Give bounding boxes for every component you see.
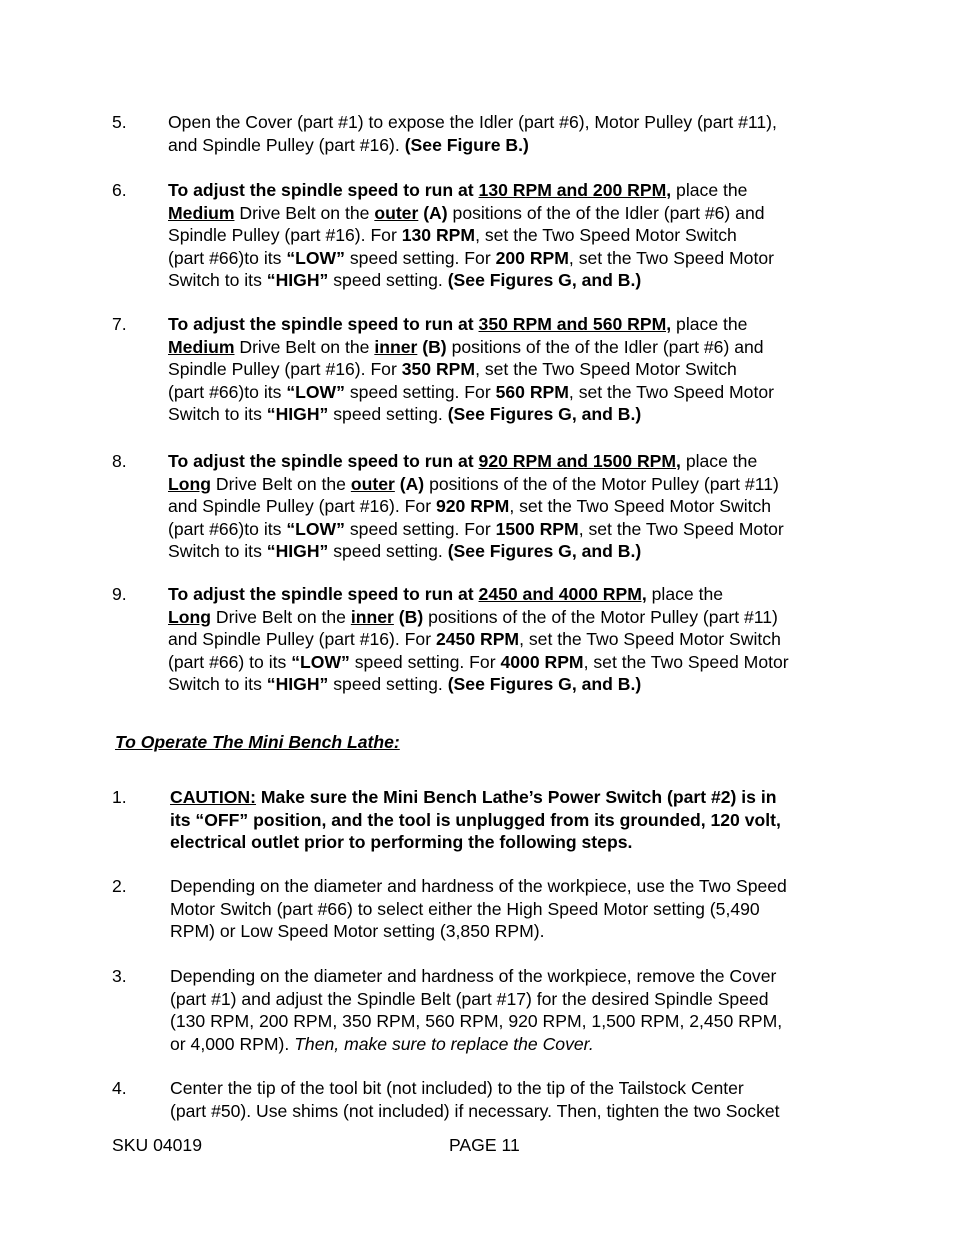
step-text <box>170 875 850 943</box>
step-number: 4. <box>112 1078 127 1098</box>
caution-text: electrical outlet prior to performing the following steps. <box>170 832 633 852</box>
step-intro: To adjust the spindle speed to run at <box>168 451 474 471</box>
text: and Spindle Pulley (part #16). For <box>168 629 432 649</box>
text: , set the Two Speed Motor <box>568 247 774 268</box>
text: speed setting. For <box>349 381 491 402</box>
text: , set the Two Speed Motor <box>578 518 784 539</box>
text: , set the Two Speed Motor Switch <box>519 629 781 649</box>
caution-text: its “OFF” position, and the tool is unplugged from its grounded, 120 volt, <box>170 809 781 830</box>
high-speed: 200 RPM <box>495 247 569 268</box>
step-text <box>170 1077 850 1122</box>
low-label: “LOW” <box>286 518 345 539</box>
pulley-position: outer <box>374 202 419 223</box>
footer-sku: SKU 04019 <box>112 1135 202 1155</box>
step-line: Center the tip of the tool bit (not included) to the tip of the Tailstock Center <box>170 1078 744 1098</box>
text: Drive Belt on the <box>215 606 346 627</box>
step-line: Open the Cover (part #1) to expose the Idler (part #6), Motor Pulley (part #11), <box>168 112 777 132</box>
low-speed: 2450 RPM <box>435 629 520 649</box>
figure-reference: (See Figure B.) <box>404 134 529 155</box>
text: (part #66)to its <box>168 381 282 402</box>
text: place the <box>676 314 748 334</box>
step-number: 2. <box>112 876 127 896</box>
section-heading: To Operate The Mini Bench Lathe: <box>115 732 400 752</box>
low-label: “LOW” <box>291 651 350 672</box>
low-label: “LOW” <box>286 247 345 268</box>
text: speed setting. For <box>349 247 491 268</box>
footer-page-number: PAGE 11 <box>449 1135 520 1155</box>
text: Spindle Pulley (part #16). For <box>168 359 397 379</box>
position-letter: (B) <box>422 336 447 357</box>
text: positions of the of the Idler (part #6) and <box>452 202 765 223</box>
pulley-position: outer <box>350 473 395 494</box>
step-text <box>170 965 850 1055</box>
step-line: Depending on the diameter and hardness of the workpiece, use the Two Speed <box>170 876 787 896</box>
text: positions of the of the Idler (part #6) and <box>451 336 764 357</box>
high-speed: 1500 RPM <box>495 518 579 539</box>
speed-range: 350 RPM and 560 RPM, <box>478 314 672 334</box>
step-number: 1. <box>112 787 127 807</box>
text: Drive Belt on the <box>239 336 370 357</box>
text: Switch to its <box>168 674 262 694</box>
step-text <box>168 179 848 292</box>
text: speed setting. <box>333 270 443 290</box>
text: , set the Two Speed Motor Switch <box>509 496 772 516</box>
text: Switch to its <box>168 541 262 561</box>
text: and Spindle Pulley (part #16). For <box>168 496 432 516</box>
high-label: “HIGH” <box>266 404 329 424</box>
step-text <box>168 450 848 563</box>
belt-type: Medium <box>168 202 235 223</box>
step-line: Depending on the diameter and hardness of the workpiece, remove the Cover <box>170 966 777 986</box>
text: Drive Belt on the <box>239 202 370 223</box>
belt-type: Medium <box>168 336 235 357</box>
pulley-position: inner <box>374 336 418 357</box>
high-label: “HIGH” <box>266 270 329 290</box>
high-label: “HIGH” <box>266 541 329 561</box>
position-letter: (A) <box>423 202 448 223</box>
step-number: 7. <box>112 314 127 334</box>
position-letter: (B) <box>398 606 424 627</box>
step-line: RPM) or Low Speed Motor setting (3,850 RPM). <box>170 921 545 941</box>
low-speed: 350 RPM <box>401 359 476 379</box>
position-letter: (A) <box>399 473 425 494</box>
text: , set the Two Speed Motor Switch <box>475 225 737 245</box>
step-text <box>170 786 850 854</box>
caution-label: CAUTION: <box>170 787 257 807</box>
text: Switch to its <box>168 404 262 424</box>
text: place the <box>676 180 748 200</box>
text: speed setting. For <box>349 518 491 539</box>
speed-range: 920 RPM and 1500 RPM, <box>478 451 681 471</box>
step-text <box>168 313 848 426</box>
low-label: “LOW” <box>286 381 345 402</box>
high-label: “HIGH” <box>266 674 329 694</box>
low-speed: 920 RPM <box>435 496 510 516</box>
step-number: 3. <box>112 966 127 986</box>
high-speed: 4000 RPM <box>500 651 584 672</box>
text: (part #66)to its <box>168 247 282 268</box>
text: , set the Two Speed Motor Switch <box>475 359 737 379</box>
text: (part #66)to its <box>168 518 282 539</box>
step-number: 6. <box>112 180 127 200</box>
step-line: Motor Switch (part #66) to select either the High Speed Motor setting (5,490 <box>170 898 760 919</box>
text: Spindle Pulley (part #16). For <box>168 225 397 245</box>
step-line: (part #1) and adjust the Spindle Belt (part #17) for the desired Spindle Speed <box>170 988 769 1009</box>
text: speed setting. <box>333 541 443 561</box>
text: Switch to its <box>168 270 262 290</box>
step-intro: To adjust the spindle speed to run at <box>168 180 474 200</box>
text: place the <box>651 584 724 604</box>
step-number: 5. <box>112 112 127 132</box>
step-intro: To adjust the spindle speed to run at <box>168 314 474 334</box>
figure-reference: (See Figures G, and B.) <box>447 541 642 561</box>
step-line: or 4,000 RPM). <box>170 1033 290 1054</box>
caution-text: Make sure the Mini Bench Lathe’s Power Switch (part #2) is in <box>260 787 777 807</box>
text: , set the Two Speed Motor <box>568 381 774 402</box>
text: , set the Two Speed Motor <box>583 651 789 672</box>
text: speed setting. <box>333 674 443 694</box>
belt-type: Long <box>168 606 211 627</box>
step-line: and Spindle Pulley (part #16). (See Figure B.) <box>168 134 529 155</box>
speed-range: 2450 and 4000 RPM, <box>478 584 647 604</box>
text: place the <box>685 451 758 471</box>
step-number: 8. <box>112 451 127 471</box>
low-speed: 130 RPM <box>401 225 476 245</box>
pulley-position: inner <box>350 606 394 627</box>
step-line: (130 RPM, 200 RPM, 350 RPM, 560 RPM, 920 RPM, 1,500 RPM, 2,450 RPM, <box>170 1011 783 1031</box>
step-intro: To adjust the spindle speed to run at <box>168 584 474 604</box>
figure-reference: (See Figures G, and B.) <box>447 404 642 424</box>
text: positions of the of the Motor Pulley (part #11) <box>429 473 779 494</box>
text: Drive Belt on the <box>215 473 346 494</box>
text: positions of the of the Motor Pulley (part #11) <box>428 606 778 627</box>
step-text <box>168 111 848 156</box>
speed-range: 130 RPM and 200 RPM, <box>478 180 672 200</box>
text: speed setting. <box>333 404 443 424</box>
text: (part #66) to its <box>168 651 287 672</box>
figure-reference: (See Figures G, and B.) <box>447 674 642 694</box>
step-line: (part #50). Use shims (not included) if necessary. Then, tighten the two Socket <box>170 1100 780 1121</box>
high-speed: 560 RPM <box>495 381 569 402</box>
figure-reference: (See Figures G, and B.) <box>447 270 642 290</box>
belt-type: Long <box>168 473 211 494</box>
step-text <box>168 583 848 696</box>
step-number: 9. <box>112 584 127 604</box>
replace-cover-note: Then, make sure to replace the Cover. <box>294 1033 594 1054</box>
text: speed setting. For <box>354 651 496 672</box>
